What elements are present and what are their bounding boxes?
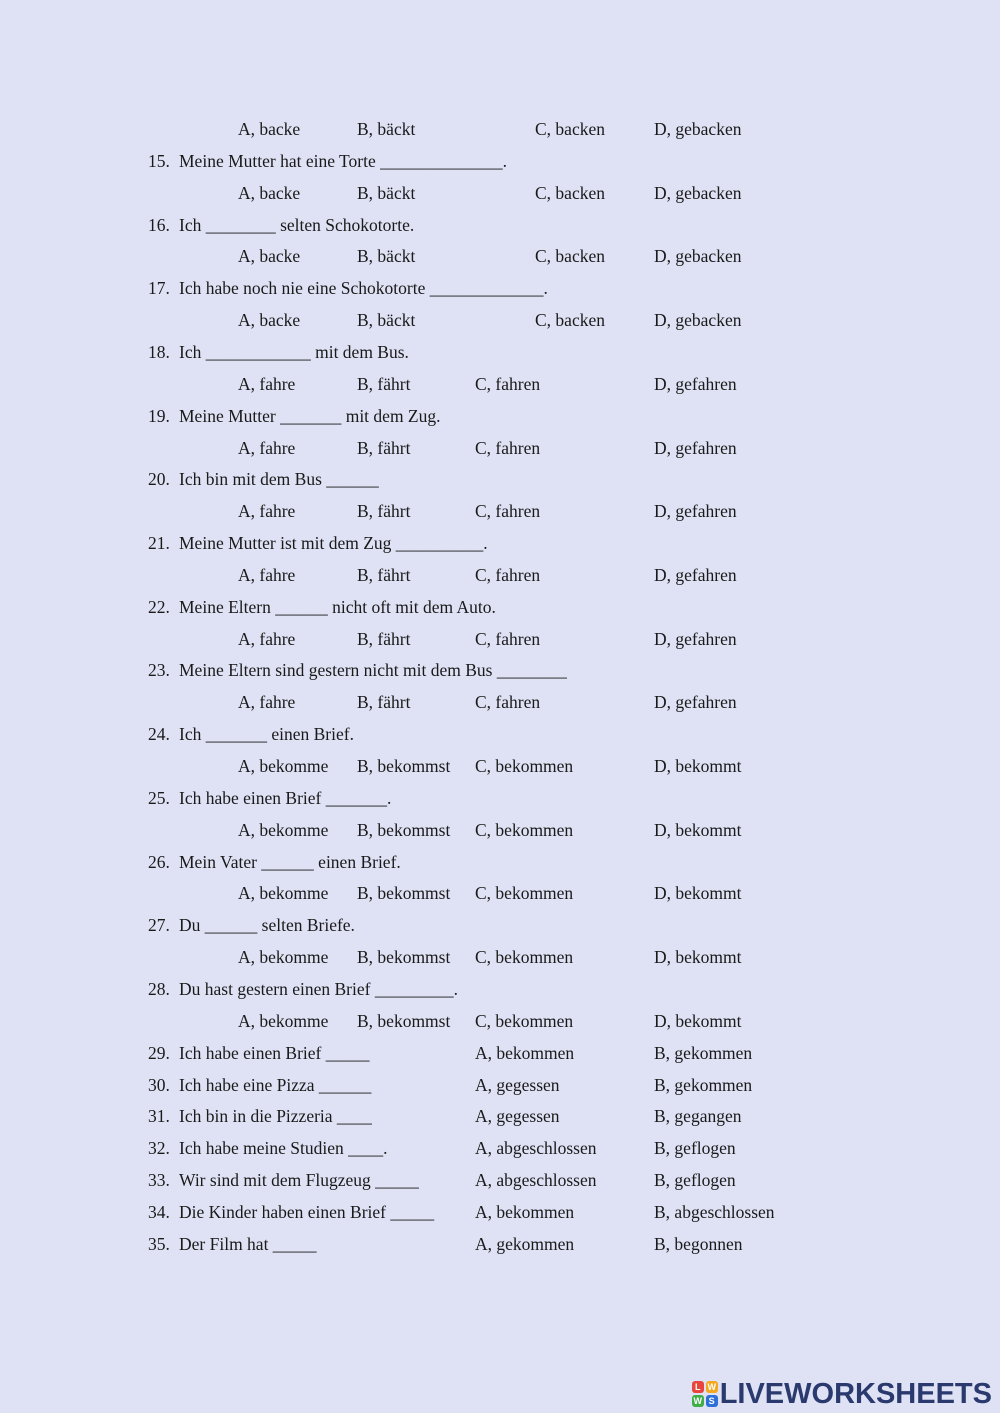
answer-option[interactable]: A, backe [238, 183, 301, 203]
answer-option[interactable]: D, gebacken [654, 310, 742, 330]
answer-option[interactable]: C, fahren [475, 438, 541, 458]
answer-option[interactable]: B, fährt [357, 501, 411, 521]
answer-option[interactable]: B, abgeschlossen [654, 1202, 775, 1222]
answer-option[interactable]: B, fährt [357, 692, 411, 712]
answer-option[interactable]: B, bekommst [357, 756, 451, 776]
answer-option[interactable]: B, gekommen [654, 1075, 753, 1095]
question-34 [148, 1200, 434, 1224]
question-text: Meine Mutter _______ mit dem Zug. [179, 406, 441, 426]
answer-option[interactable]: C, bekommen [475, 947, 574, 967]
answer-option[interactable]: D, gebacken [654, 246, 742, 266]
question-30 [148, 1073, 371, 1097]
answer-option[interactable]: B, fährt [357, 374, 411, 394]
answer-option[interactable]: B, bäckt [357, 310, 416, 330]
question-text: Ich ________ selten Schokotorte. [179, 215, 415, 235]
question-text: Meine Eltern ______ nicht oft mit dem Auto. [179, 597, 496, 617]
question-text: Ich bin in die Pizzeria ____ [179, 1106, 372, 1126]
answer-option[interactable]: D, gebacken [654, 183, 742, 203]
answer-option[interactable]: D, gebacken [654, 119, 742, 139]
question-25 [148, 786, 391, 810]
question-number: 27. [148, 915, 170, 935]
question-number: 32. [148, 1138, 170, 1158]
question-19 [148, 404, 441, 428]
question-21 [148, 531, 488, 555]
question-number: 29. [148, 1043, 170, 1063]
question-number: 25. [148, 788, 170, 808]
question-text: Meine Mutter ist mit dem Zug __________. [179, 533, 488, 553]
question-text: Mein Vater ______ einen Brief. [179, 852, 401, 872]
answer-option[interactable]: C, backen [535, 183, 605, 203]
question-number: 18. [148, 342, 170, 362]
question-text: Der Film hat _____ [179, 1234, 317, 1254]
answer-option[interactable]: A, backe [238, 119, 301, 139]
answer-option[interactable]: C, bekommen [475, 820, 574, 840]
answer-option[interactable]: B, bäckt [357, 183, 416, 203]
answer-option[interactable]: A, bekommen [475, 1202, 575, 1222]
question-number: 31. [148, 1106, 170, 1126]
answer-option[interactable]: D, gefahren [654, 374, 737, 394]
question-text: Die Kinder haben einen Brief _____ [179, 1202, 435, 1222]
question-number: 15. [148, 151, 170, 171]
question-text: Ich ____________ mit dem Bus. [179, 342, 409, 362]
question-text: Du hast gestern einen Brief _________. [179, 979, 458, 999]
answer-option[interactable]: C, fahren [475, 374, 541, 394]
question-text: Ich _______ einen Brief. [179, 724, 354, 744]
answer-option[interactable]: B, bekommst [357, 1011, 451, 1031]
answer-option[interactable]: C, fahren [475, 565, 541, 585]
liveworksheets-logo [692, 1379, 992, 1409]
answer-option[interactable]: A, bekomme [238, 756, 329, 776]
question-number: 21. [148, 533, 170, 553]
question-23 [148, 658, 567, 682]
answer-option[interactable]: A, fahre [238, 501, 296, 521]
answer-option[interactable]: B, fährt [357, 565, 411, 585]
question-17 [148, 276, 548, 300]
question-number: 19. [148, 406, 170, 426]
question-text: Ich bin mit dem Bus ______ [179, 469, 379, 489]
question-text: Ich habe einen Brief _______. [179, 788, 392, 808]
question-33 [148, 1168, 419, 1192]
question-text: Ich habe eine Pizza ______ [179, 1075, 372, 1095]
answer-option[interactable]: B, bekommst [357, 883, 451, 903]
answer-option[interactable]: A, gegessen [475, 1075, 560, 1095]
answer-option[interactable]: D, bekommt [654, 756, 742, 776]
answer-option[interactable]: B, bekommst [357, 820, 451, 840]
answer-option[interactable]: A, fahre [238, 565, 296, 585]
answer-option[interactable]: A, bekomme [238, 820, 329, 840]
answer-option[interactable]: A, gekommen [475, 1234, 575, 1254]
answer-option[interactable]: A, abgeschlossen [475, 1138, 597, 1158]
answer-option[interactable]: C, fahren [475, 692, 541, 712]
answer-option[interactable]: A, fahre [238, 629, 296, 649]
question-text: Ich habe noch nie eine Schokotorte _____________. [179, 278, 548, 298]
answer-option[interactable]: C, bekommen [475, 883, 574, 903]
question-text: Meine Mutter hat eine Torte ______________. [179, 151, 507, 171]
answer-option[interactable]: A, fahre [238, 692, 296, 712]
answer-option[interactable]: C, fahren [475, 629, 541, 649]
answer-option[interactable]: D, gefahren [654, 629, 737, 649]
question-number: 24. [148, 724, 170, 744]
question-text: Wir sind mit dem Flugzeug _____ [179, 1170, 419, 1190]
answer-option[interactable]: C, fahren [475, 501, 541, 521]
answer-option[interactable]: C, bekommen [475, 1011, 574, 1031]
question-number: 34. [148, 1202, 170, 1222]
answer-option[interactable]: C, bekommen [475, 756, 574, 776]
answer-option[interactable]: A, bekomme [238, 947, 329, 967]
question-31 [148, 1104, 372, 1128]
answer-option[interactable]: D, bekommt [654, 820, 742, 840]
question-text: Meine Eltern sind gestern nicht mit dem Bus ________ [179, 660, 567, 680]
question-32 [148, 1136, 388, 1160]
question-35 [148, 1232, 317, 1256]
liveworksheets-logo-icon: L W W S [693, 1382, 716, 1406]
question-text: Ich habe meine Studien ____. [179, 1138, 388, 1158]
question-number: 33. [148, 1170, 170, 1190]
question-22 [148, 595, 496, 619]
answer-option[interactable]: D, bekommt [654, 947, 742, 967]
answer-option[interactable]: C, backen [535, 246, 605, 266]
question-text: Ich habe einen Brief _____ [179, 1043, 370, 1063]
question-number: 20. [148, 469, 170, 489]
question-18 [148, 340, 409, 364]
answer-option[interactable]: B, gekommen [654, 1043, 753, 1063]
question-number: 23. [148, 660, 170, 680]
question-number: 30. [148, 1075, 170, 1095]
answer-option[interactable]: B, bäckt [357, 246, 416, 266]
answer-option[interactable]: A, bekomme [238, 1011, 329, 1031]
question-number: 17. [148, 278, 170, 298]
answer-option[interactable]: B, geflogen [654, 1138, 736, 1158]
question-number: 35. [148, 1234, 170, 1254]
answer-option[interactable]: B, gegangen [654, 1106, 742, 1126]
answer-option[interactable]: D, gefahren [654, 438, 737, 458]
question-number: 22. [148, 597, 170, 617]
question-number: 16. [148, 215, 170, 235]
answer-option[interactable]: C, backen [535, 119, 605, 139]
question-16 [148, 213, 414, 237]
answer-option[interactable]: A, abgeschlossen [475, 1170, 597, 1190]
answer-option[interactable]: B, fährt [357, 438, 411, 458]
answer-option[interactable]: C, backen [535, 310, 605, 330]
question-28 [148, 977, 458, 1001]
answer-option[interactable]: D, gefahren [654, 565, 737, 585]
answer-option[interactable]: A, bekomme [238, 883, 329, 903]
answer-option[interactable]: A, fahre [238, 438, 296, 458]
question-27 [148, 913, 355, 937]
question-24 [148, 722, 354, 746]
answer-option[interactable]: D, gefahren [654, 692, 737, 712]
answer-option[interactable]: B, begonnen [654, 1234, 743, 1254]
answer-option[interactable]: B, geflogen [654, 1170, 736, 1190]
answer-option[interactable]: A, gegessen [475, 1106, 560, 1126]
question-number: 26. [148, 852, 170, 872]
answer-option[interactable]: B, bekommst [357, 947, 451, 967]
question-26 [148, 850, 401, 874]
answer-option[interactable]: B, fährt [357, 629, 411, 649]
answer-option[interactable]: A, backe [238, 310, 301, 330]
question-20 [148, 467, 379, 491]
question-29 [148, 1041, 369, 1065]
answer-option[interactable]: D, gefahren [654, 501, 737, 521]
answer-option[interactable]: A, backe [238, 246, 301, 266]
answer-option[interactable]: D, bekommt [654, 883, 742, 903]
question-number: 28. [148, 979, 170, 999]
answer-option[interactable]: A, bekommen [475, 1043, 575, 1063]
answer-option[interactable]: B, bäckt [357, 119, 416, 139]
answer-option[interactable]: D, bekommt [654, 1011, 742, 1031]
answer-option[interactable]: A, fahre [238, 374, 296, 394]
question-text: Du ______ selten Briefe. [179, 915, 355, 935]
logo-text: LIVEWORKSHEETS [719, 1377, 992, 1410]
question-15 [148, 149, 507, 173]
